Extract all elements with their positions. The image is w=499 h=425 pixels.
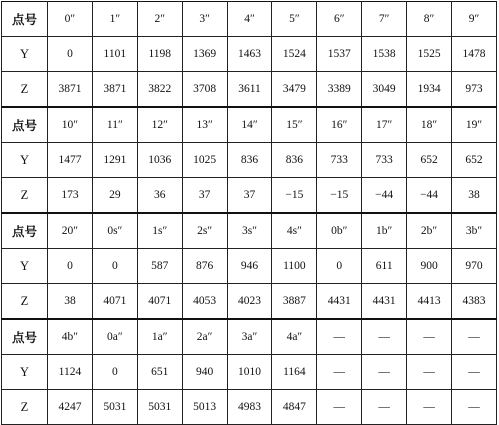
point-id-cell: 1a″ xyxy=(137,319,182,355)
axis-label: Y xyxy=(2,249,48,284)
coordinate-row-y xyxy=(2,249,497,284)
coordinate-value-cell: 3871 xyxy=(92,72,137,108)
coordinate-value-cell: 36 xyxy=(137,178,182,214)
coordinate-value-cell: 4053 xyxy=(182,284,227,320)
point-header-row xyxy=(2,319,497,355)
axis-label: Z xyxy=(2,284,48,320)
point-id-cell: 12″ xyxy=(137,107,182,143)
coordinate-row-y xyxy=(2,37,497,72)
coordinate-value-cell: 37 xyxy=(182,178,227,214)
coordinate-value-cell: 587 xyxy=(137,249,182,284)
coordinate-value-cell: 1524 xyxy=(272,37,317,72)
point-header-row xyxy=(2,213,497,249)
coordinate-value-cell: 1934 xyxy=(407,72,452,108)
coordinate-value-cell: 3887 xyxy=(272,284,317,320)
coordinate-value-cell: 4071 xyxy=(137,284,182,320)
coordinate-value-cell: 4071 xyxy=(92,284,137,320)
point-id-cell: 17″ xyxy=(362,107,407,143)
coordinate-value-cell: 1537 xyxy=(317,37,362,72)
coordinate-value-cell: 4383 xyxy=(452,284,497,320)
coordinate-value-cell: 0 xyxy=(48,249,93,284)
coordinate-value-cell: — xyxy=(317,355,362,390)
coordinate-value-cell: 1478 xyxy=(452,37,497,72)
coordinate-table-body xyxy=(2,2,497,425)
coordinate-value-cell: 1100 xyxy=(272,249,317,284)
coordinate-value-cell: 1369 xyxy=(182,37,227,72)
coordinate-row-y xyxy=(2,143,497,178)
coordinate-value-cell: 1025 xyxy=(182,143,227,178)
point-id-cell: — xyxy=(407,319,452,355)
coordinate-value-cell: 3708 xyxy=(182,72,227,108)
point-id-cell: 0s″ xyxy=(92,213,137,249)
point-id-cell: 4s″ xyxy=(272,213,317,249)
coordinate-value-cell: 4023 xyxy=(227,284,272,320)
point-id-cell: — xyxy=(452,319,497,355)
coordinate-value-cell: 733 xyxy=(317,143,362,178)
coordinate-value-cell: 1477 xyxy=(48,143,93,178)
point-number-label: 点号 xyxy=(2,107,48,143)
coordinate-value-cell: 1538 xyxy=(362,37,407,72)
coordinate-value-cell: 652 xyxy=(452,143,497,178)
point-id-cell: 19″ xyxy=(452,107,497,143)
coordinate-value-cell: 1198 xyxy=(137,37,182,72)
point-number-label: 点号 xyxy=(2,213,48,249)
coordinate-value-cell: 876 xyxy=(182,249,227,284)
coordinate-value-cell: 611 xyxy=(362,249,407,284)
coordinate-value-cell: 0 xyxy=(317,249,362,284)
axis-label: Z xyxy=(2,390,48,425)
point-id-cell: — xyxy=(362,319,407,355)
point-id-cell: 0a″ xyxy=(92,319,137,355)
coordinate-value-cell: 973 xyxy=(452,72,497,108)
point-id-cell: 4″ xyxy=(227,2,272,37)
coordinate-value-cell: 4431 xyxy=(317,284,362,320)
coordinate-value-cell: 946 xyxy=(227,249,272,284)
coordinate-value-cell: 651 xyxy=(137,355,182,390)
coordinate-value-cell: 900 xyxy=(407,249,452,284)
coordinate-value-cell: −44 xyxy=(407,178,452,214)
point-id-cell: 3s″ xyxy=(227,213,272,249)
coordinate-value-cell: 0 xyxy=(48,37,93,72)
coordinate-value-cell: 652 xyxy=(407,143,452,178)
point-id-cell: 10″ xyxy=(48,107,93,143)
coordinate-value-cell: 3611 xyxy=(227,72,272,108)
point-header-row xyxy=(2,2,497,37)
coordinate-value-cell: −15 xyxy=(317,178,362,214)
point-id-cell: 3b″ xyxy=(452,213,497,249)
coordinate-value-cell: — xyxy=(452,355,497,390)
point-id-cell: 0b″ xyxy=(317,213,362,249)
axis-label: Z xyxy=(2,72,48,108)
coordinate-value-cell: 0 xyxy=(92,355,137,390)
coordinate-value-cell: 3822 xyxy=(137,72,182,108)
point-id-cell: 18″ xyxy=(407,107,452,143)
point-id-cell: 2a″ xyxy=(182,319,227,355)
point-id-cell: 6″ xyxy=(317,2,362,37)
coordinate-value-cell: 29 xyxy=(92,178,137,214)
coordinate-value-cell: — xyxy=(407,355,452,390)
point-id-cell: 11″ xyxy=(92,107,137,143)
coordinate-value-cell: −44 xyxy=(362,178,407,214)
coordinate-value-cell: 4983 xyxy=(227,390,272,425)
coordinate-value-cell: 970 xyxy=(452,249,497,284)
coordinate-value-cell: 0 xyxy=(92,249,137,284)
point-id-cell: 4a″ xyxy=(272,319,317,355)
coordinate-value-cell: 5031 xyxy=(137,390,182,425)
coordinate-value-cell: 1036 xyxy=(137,143,182,178)
point-id-cell: 0″ xyxy=(48,2,93,37)
coordinate-value-cell: 37 xyxy=(227,178,272,214)
coordinate-value-cell: — xyxy=(407,390,452,425)
coordinate-value-cell: 836 xyxy=(227,143,272,178)
point-id-cell: 1″ xyxy=(92,2,137,37)
axis-label: Z xyxy=(2,178,48,214)
coordinate-row-y xyxy=(2,355,497,390)
coordinate-value-cell: — xyxy=(362,355,407,390)
coordinate-row-z xyxy=(2,390,497,425)
point-id-cell: 15″ xyxy=(272,107,317,143)
point-id-cell: 16″ xyxy=(317,107,362,143)
coordinate-value-cell: 733 xyxy=(362,143,407,178)
coordinate-value-cell: 4247 xyxy=(48,390,93,425)
point-id-cell: 3a″ xyxy=(227,319,272,355)
point-number-label: 点号 xyxy=(2,319,48,355)
point-id-cell: 2b″ xyxy=(407,213,452,249)
coordinate-value-cell: 38 xyxy=(452,178,497,214)
coordinate-value-cell: 4413 xyxy=(407,284,452,320)
coordinate-value-cell: 3871 xyxy=(48,72,93,108)
coordinate-value-cell: 1291 xyxy=(92,143,137,178)
point-id-cell: 2″ xyxy=(137,2,182,37)
coordinate-value-cell: 5013 xyxy=(182,390,227,425)
coordinate-value-cell: 4431 xyxy=(362,284,407,320)
coordinate-value-cell: — xyxy=(452,390,497,425)
coordinate-row-z xyxy=(2,284,497,320)
point-id-cell: 2s″ xyxy=(182,213,227,249)
coordinate-value-cell: 5031 xyxy=(92,390,137,425)
coordinate-value-cell: 3479 xyxy=(272,72,317,108)
coordinate-value-cell: 836 xyxy=(272,143,317,178)
coordinate-value-cell: 1010 xyxy=(227,355,272,390)
coordinate-value-cell: 1124 xyxy=(48,355,93,390)
coordinate-value-cell: 940 xyxy=(182,355,227,390)
point-id-cell: 9″ xyxy=(452,2,497,37)
coordinate-value-cell: 3389 xyxy=(317,72,362,108)
coordinate-value-cell: — xyxy=(362,390,407,425)
coordinate-row-z xyxy=(2,178,497,214)
coordinate-value-cell: 1101 xyxy=(92,37,137,72)
point-header-row xyxy=(2,107,497,143)
point-id-cell: 13″ xyxy=(182,107,227,143)
point-id-cell: 20″ xyxy=(48,213,93,249)
point-id-cell: 8″ xyxy=(407,2,452,37)
point-id-cell: 7″ xyxy=(362,2,407,37)
point-id-cell: — xyxy=(317,319,362,355)
coordinate-value-cell: 1164 xyxy=(272,355,317,390)
coordinate-value-cell: — xyxy=(317,390,362,425)
point-id-cell: 1s″ xyxy=(137,213,182,249)
axis-label: Y xyxy=(2,355,48,390)
coordinate-value-cell: 1463 xyxy=(227,37,272,72)
point-id-cell: 4b″ xyxy=(48,319,93,355)
coordinate-table xyxy=(1,1,497,425)
coordinate-value-cell: 1525 xyxy=(407,37,452,72)
point-id-cell: 3″ xyxy=(182,2,227,37)
point-id-cell: 1b″ xyxy=(362,213,407,249)
point-number-label: 点号 xyxy=(2,2,48,37)
coordinate-value-cell: −15 xyxy=(272,178,317,214)
coordinate-value-cell: 38 xyxy=(48,284,93,320)
axis-label: Y xyxy=(2,143,48,178)
coordinate-value-cell: 173 xyxy=(48,178,93,214)
axis-label: Y xyxy=(2,37,48,72)
point-id-cell: 5″ xyxy=(272,2,317,37)
coordinate-value-cell: 4847 xyxy=(272,390,317,425)
point-id-cell: 14″ xyxy=(227,107,272,143)
coordinate-value-cell: 3049 xyxy=(362,72,407,108)
coordinate-row-z xyxy=(2,72,497,108)
